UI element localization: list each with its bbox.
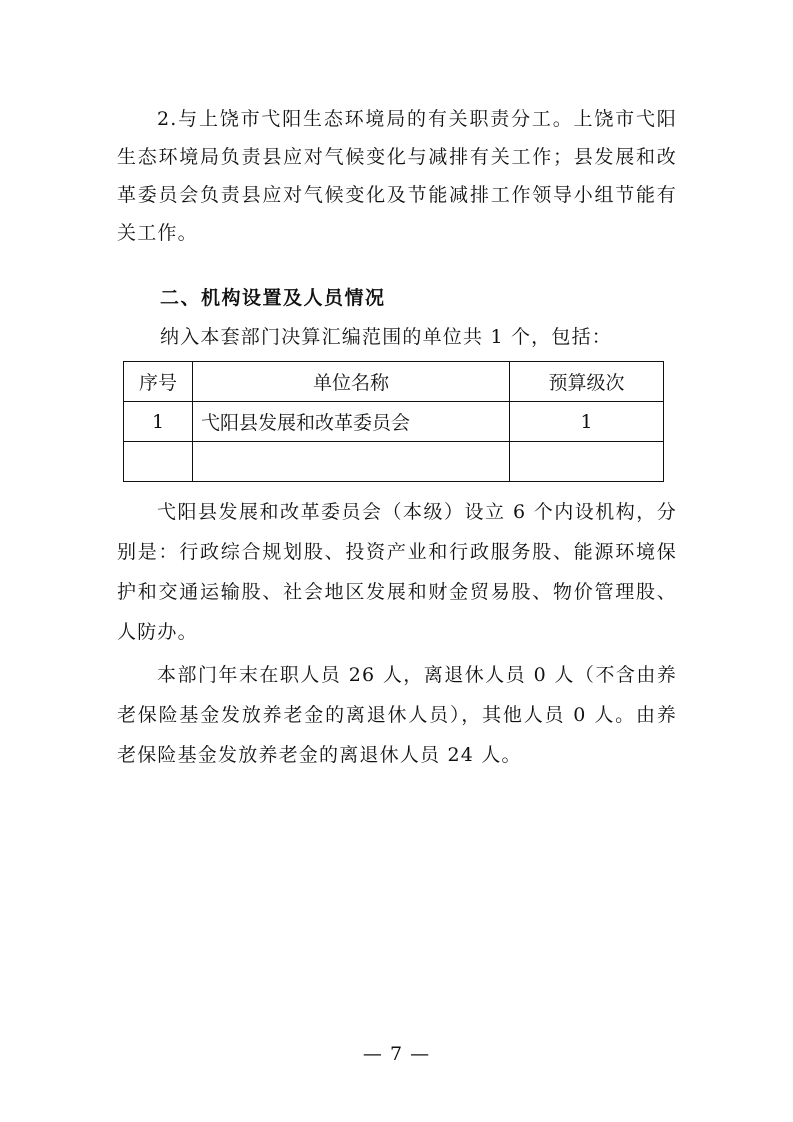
header-budget-level: 预算级次 [510,362,664,402]
cell-budget-level: 1 [510,402,664,442]
paragraph-responsibility-division: 2.与上饶市弋阳生态环境局的有关职责分工。上饶市弋阳生态环境局负责县应对气候变化与减排有关工作；县发展和改革委员会负责县应对气候变化及节能减排工作领导小组节能有关工作。 [117,108,677,244]
paragraph-staff-numbers: 本部门年末在职人员 26 人，离退休人员 0 人（不含由养老保险基金发放养老金的离退休人员），其他人员 0 人。由养老保险基金发放养老金的离退休人员 24 人。 [117,664,677,766]
cell-unit-name: 弋阳县发展和改革委员会 [193,402,510,442]
unit-table [123,361,664,482]
table-header-row [124,362,664,402]
header-unit-name: 单位名称 [193,362,510,402]
table-row [124,402,664,442]
paragraph-internal-departments: 弋阳县发展和改革委员会（本级）设立 6 个内设机构，分别是：行政综合规划股、投资产业和行政服务股、能源环境保护和交通运输股、社会地区发展和财金贸易股、物价管理股、人防办。 [117,501,677,643]
cell-serial-number: 1 [124,402,193,442]
page-number: — 7 — [362,1043,431,1065]
cell-serial-number [124,442,193,482]
cell-budget-level [510,442,664,482]
cell-unit-name [193,442,510,482]
section-heading: 二、机构设置及人员情况 [160,287,386,309]
header-serial-number: 序号 [124,362,193,402]
table-row [124,442,664,482]
table-intro-text: 纳入本套部门决算汇编范围的单位共 1 个，包括： [160,326,612,348]
